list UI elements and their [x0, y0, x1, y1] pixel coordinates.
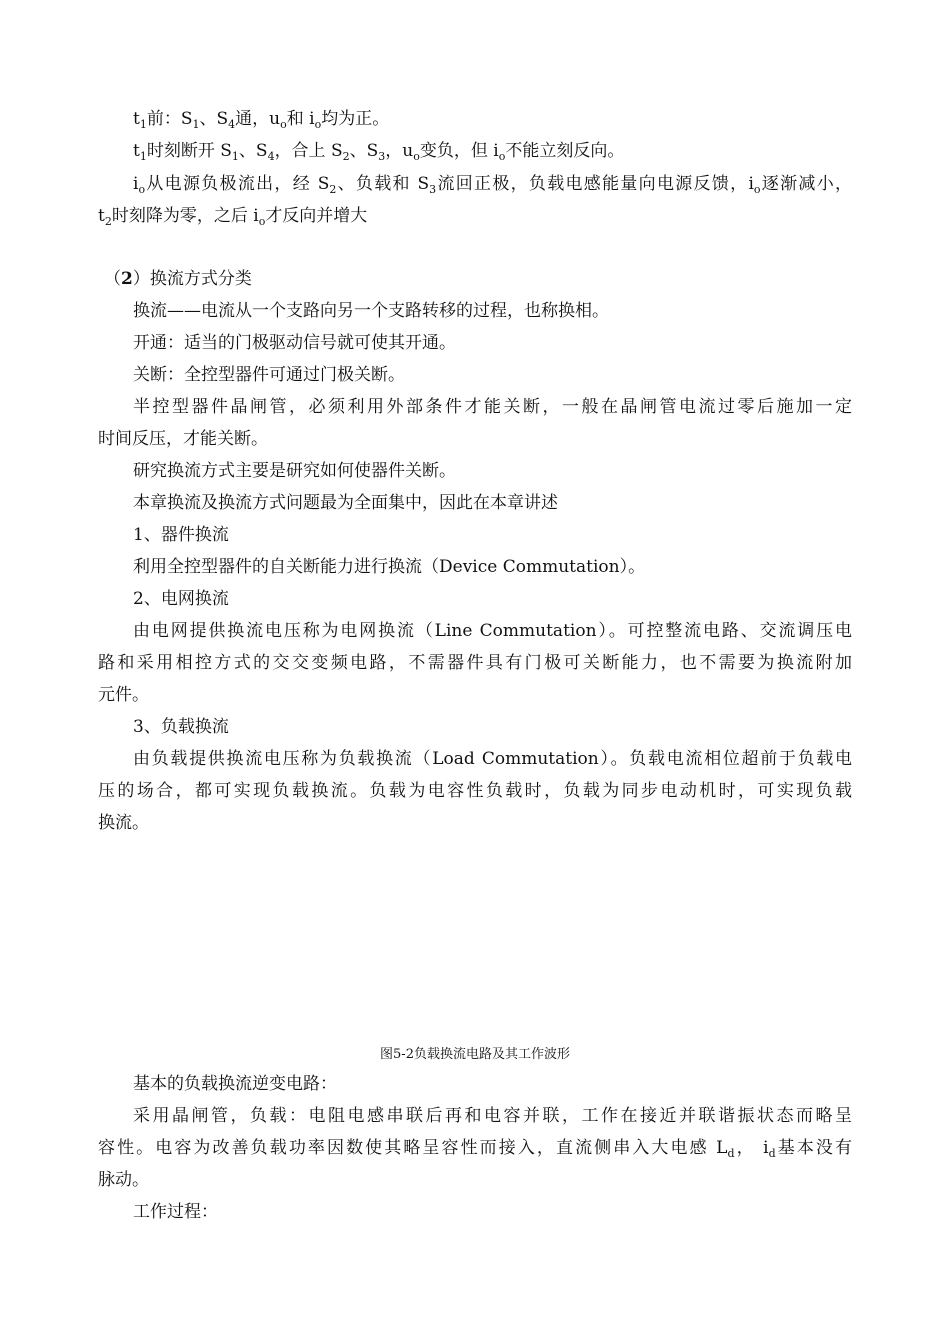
subscript: o: [314, 118, 322, 131]
subscript: o: [138, 183, 146, 196]
subscript: o: [258, 215, 266, 228]
text-line: 关断：全控型器件可通过门极关断。: [133, 365, 405, 385]
subscript: d: [727, 1147, 735, 1160]
text-line: 研究换流方式主要是研究如何使器件关断。: [133, 461, 456, 481]
subscript: 1: [231, 150, 239, 163]
text-run: t: [98, 206, 105, 226]
figure-caption: 图5-2负载换流电路及其工作波形: [380, 1047, 570, 1062]
text-run: 、S: [199, 109, 229, 129]
text-run: 基本没有: [775, 1138, 852, 1158]
text-run: 时刻断开 S: [146, 141, 232, 161]
subscript: d: [768, 1147, 776, 1160]
text-line: 由负载提供换流电压称为负载换流（Load Commutation）。负载电流相位超前于负载电: [133, 749, 852, 769]
text-line: 路和采用相控方式的交交变频电路，不需器件具有门极可关断能力，也不需要为换流附加: [98, 653, 852, 673]
text-run: i: [133, 174, 139, 194]
subscript: 4: [267, 150, 275, 163]
text-run: 、S: [238, 141, 268, 161]
text-line: 压的场合，都可实现负载换流。负载为电容性负载时，负载为同步电动机时，可实现负载: [98, 781, 852, 801]
text-line: 工作过程：: [133, 1202, 218, 1222]
subsection-heading: 1、器件换流: [133, 525, 229, 545]
subscript: 1: [192, 118, 200, 131]
subscript: 4: [228, 118, 236, 131]
text-line-inductor: [98, 1136, 852, 1160]
section-number: 2: [121, 269, 133, 289]
text-run: 时刻降为零，之后 i: [111, 206, 259, 226]
subscript: 1: [139, 118, 147, 131]
text-line: 时间反压，才能关断。: [98, 429, 268, 449]
text-line: 开通：适当的门极驱动信号就可使其开通。: [133, 333, 456, 353]
text-line: 采用晶闸管，负载：电阻电感串联后再和电容并联，工作在接近并联谐振状态而略呈: [133, 1106, 852, 1126]
subscript: 2: [342, 150, 350, 163]
text-run: ， i: [734, 1138, 769, 1158]
text-line: 本章换流及换流方式问题最为全面集中，因此在本章讲述: [133, 493, 558, 513]
text-run: 变负，但 i: [419, 141, 499, 161]
text-run: 容性。电容为改善负载功率因数使其略呈容性而接入，直流侧串入大电感 L: [98, 1138, 728, 1158]
text-line: 换流——电流从一个支路向另一个支路转移的过程，也称换相。: [133, 301, 609, 321]
text-line: 脉动。: [98, 1170, 149, 1190]
text-line: 由电网提供换流电压称为电网换流（Line Commutation）。可控整流电路、交流调压电: [133, 621, 852, 641]
text-run: 通，u: [235, 109, 281, 129]
text-run: ）换流方式分类: [132, 269, 252, 289]
text-run: 和 i: [286, 109, 315, 129]
paragraph-t1-switch: [133, 139, 852, 163]
text-run: 逐渐减小，: [760, 174, 852, 194]
subscript: 1: [139, 150, 147, 163]
subscript: o: [498, 150, 506, 163]
text-run: 均为正。: [321, 109, 390, 129]
subsection-heading: 3、负载换流: [133, 717, 229, 737]
paragraph-io-flow-line1: [133, 172, 852, 196]
subscript: o: [413, 150, 420, 163]
text-run: （: [104, 269, 121, 289]
text-run: 不能立刻反向。: [505, 141, 625, 161]
text-line: 元件。: [98, 685, 149, 705]
text-run: 、负载和 S: [336, 174, 430, 194]
text-run: 从电源负极流出，经 S: [145, 174, 330, 194]
paragraph-io-flow-line2: [98, 204, 852, 228]
text-run: 、S: [349, 141, 379, 161]
subscript: 2: [329, 183, 337, 196]
subscript: o: [753, 183, 761, 196]
section-heading: [104, 267, 858, 291]
text-line: 利用全控型器件的自关断能力进行换流（Device Commutation）。: [133, 557, 646, 577]
paragraph-t1-before: [133, 107, 852, 131]
subscript: 2: [104, 215, 112, 228]
text-run: 前：S: [146, 109, 193, 129]
text-line: 换流。: [98, 813, 149, 833]
text-run: ，合上 S: [274, 141, 343, 161]
text-run: 流回正极，负载电感能量向电源反馈，i: [436, 174, 754, 194]
subsection-heading: 2、电网换流: [133, 589, 229, 609]
text-line: 基本的负载换流逆变电路：: [133, 1074, 337, 1094]
text-run: t: [133, 109, 140, 129]
text-run: 才反向并增大: [265, 206, 368, 226]
text-run: t: [133, 141, 140, 161]
text-run: ，u: [385, 141, 414, 161]
subscript: 3: [429, 183, 437, 196]
subscript: 3: [378, 150, 386, 163]
text-line: 半控型器件晶闸管，必须利用外部条件才能关断，一般在晶闸管电流过零后施加一定: [133, 397, 852, 417]
subscript: o: [280, 118, 287, 131]
